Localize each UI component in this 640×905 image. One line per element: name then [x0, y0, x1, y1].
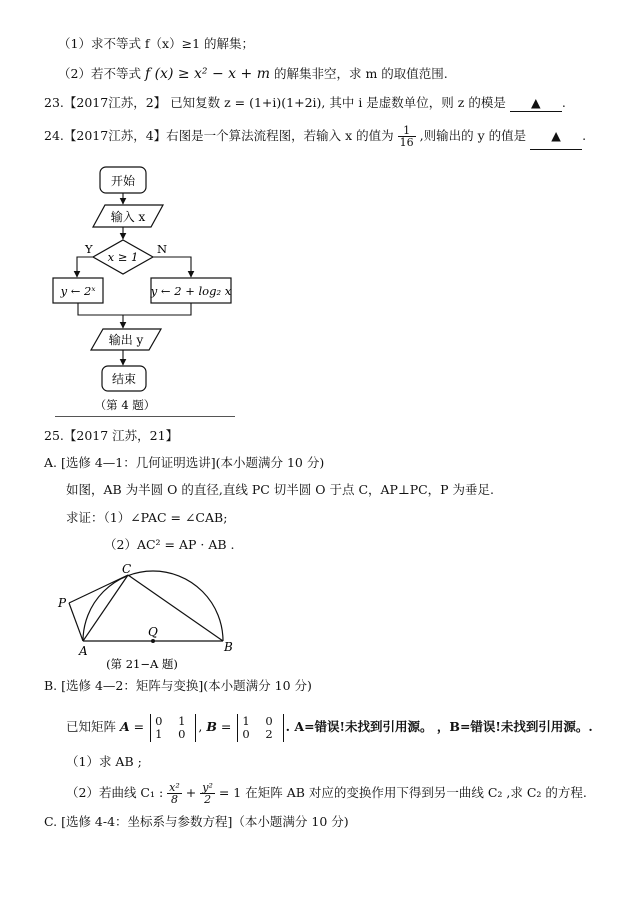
p25-title: 25.【2017 江苏，21】 [44, 428, 179, 443]
section-divider [55, 416, 235, 417]
flow-left-assign-label: y ← 2ˣ [60, 284, 96, 298]
p23-answer-blank: ▲ [510, 95, 562, 112]
flow-no-label: N [157, 242, 168, 256]
label-C: C [122, 563, 132, 576]
flow-end-label: 结束 [111, 372, 137, 386]
flow-input-label: 输入 x [110, 210, 146, 224]
partB-q2-frac2 [200, 782, 215, 805]
p25-partB-matrices: 已知矩阵 A = 0 1 1 0 , B = 1 0 0 2 . A=错误!未找到引用源。 ，B=错误!未找到引用源。. [66, 713, 593, 741]
flow-yes-label: Y [85, 242, 93, 256]
label-P: P [58, 596, 67, 610]
partB-q2-prefix: （2）若曲线 C₁ : [66, 785, 164, 800]
p24-end: . [582, 128, 587, 143]
segment-CB [128, 575, 223, 641]
partB-q2-suffix: = 1 在矩阵 AB 对应的变换作用下得到另一曲线 C₂ ,求 C₂ 的方程. [218, 785, 587, 800]
flow-right-assign-label: y ← 2 + log₂ x [150, 284, 232, 298]
flow-caption: （第 4 题） [94, 398, 156, 412]
p25-partB-q1: （1）求 AB ; [66, 754, 142, 769]
semicircle-figure [52, 563, 252, 673]
partB-error-text: . A=错误!未找到引用源。 ，B=错误!未找到引用源。. [285, 719, 593, 734]
matrix-B-label: B [206, 719, 217, 734]
flowchart [45, 163, 245, 413]
p22-q2 [58, 66, 448, 82]
p24 [44, 123, 586, 150]
partB-q2-frac2-den: 2 [204, 793, 212, 806]
partB-q2-frac2-num: y² [202, 781, 213, 794]
matrix-A-row2: 1 0 [155, 726, 192, 741]
flow-start-label: 开始 [110, 174, 136, 188]
partB-prefix: 已知矩阵 [66, 719, 117, 734]
p24-fraction [398, 125, 416, 148]
p25-partB-title: B. [选修 4—2：矩阵与变换](本小题满分 10 分) [44, 678, 312, 693]
partB-q2-frac1-num: x² [169, 781, 180, 794]
p22-q2-prefix: （2）若不等式 [58, 66, 141, 81]
p22-q1: （1）求不等式 f（x）≥1 的解集； [58, 36, 255, 51]
p24-frac-num: 1 [398, 125, 416, 137]
p22-q2-suffix: 的解集非空，求 m 的取值范围. [273, 66, 448, 81]
matrix-A [150, 714, 196, 742]
p25-partA-prove2: （2）AC² = AP · AB . [104, 537, 235, 552]
partB-q2-plus: + [185, 785, 197, 800]
p22-q2-expr: f (x) ≥ x² − x + m [144, 66, 270, 82]
p23 [44, 95, 566, 112]
p25-partC-title: C. [选修 4-4：坐标系与参数方程]（本小题满分 10 分) [44, 814, 349, 829]
matrix-B [237, 714, 283, 742]
flow-output-label: 输出 y [108, 333, 144, 347]
label-Q: Q [148, 625, 158, 639]
p24-answer-blank: ▲ [530, 123, 582, 150]
p25-partA-title: A. [选修 4—1：几何证明选讲](本小题满分 10 分) [44, 455, 325, 470]
label-A: A [79, 644, 88, 658]
partB-q2-frac1 [167, 782, 182, 805]
partB-q2-frac1-den: 8 [170, 793, 178, 806]
segment-AC [83, 575, 128, 641]
matrix-A-label: A [120, 719, 130, 734]
matrix-B-row1: 1 0 [242, 713, 279, 728]
matrix-A-row1: 0 1 [155, 713, 192, 728]
label-B: B [224, 640, 233, 654]
flow-decision-label: x ≥ 1 [107, 250, 139, 264]
p23-end: . [561, 95, 566, 110]
p24-frac-den: 16 [399, 136, 414, 149]
matrix-B-row2: 0 2 [242, 726, 279, 741]
p25-partA-prove1: 求证：（1）∠PAC = ∠CAB; [66, 510, 228, 525]
figure-caption: (第 21−A 题) [106, 657, 178, 671]
p25-partA-desc: 如图，AB 为半圆 O 的直径,直线 PC 切半圆 O 于点 C，AP⊥PC，P 为垂足. [66, 482, 495, 497]
center-point-Q [151, 639, 155, 643]
segment-AP [69, 603, 83, 641]
p23-text: 23.【2017江苏，2】 已知复数 z = (1+i)(1+2i), 其中 i 是虚数单位，则 z 的模是 [44, 95, 506, 110]
p24-prefix: 24.【2017江苏，4】右图是一个算法流程图，若输入 x 的值为 [44, 128, 394, 143]
p24-suffix: ,则输出的 y 的值是 [419, 128, 527, 143]
p25-partB-q2 [66, 778, 587, 808]
